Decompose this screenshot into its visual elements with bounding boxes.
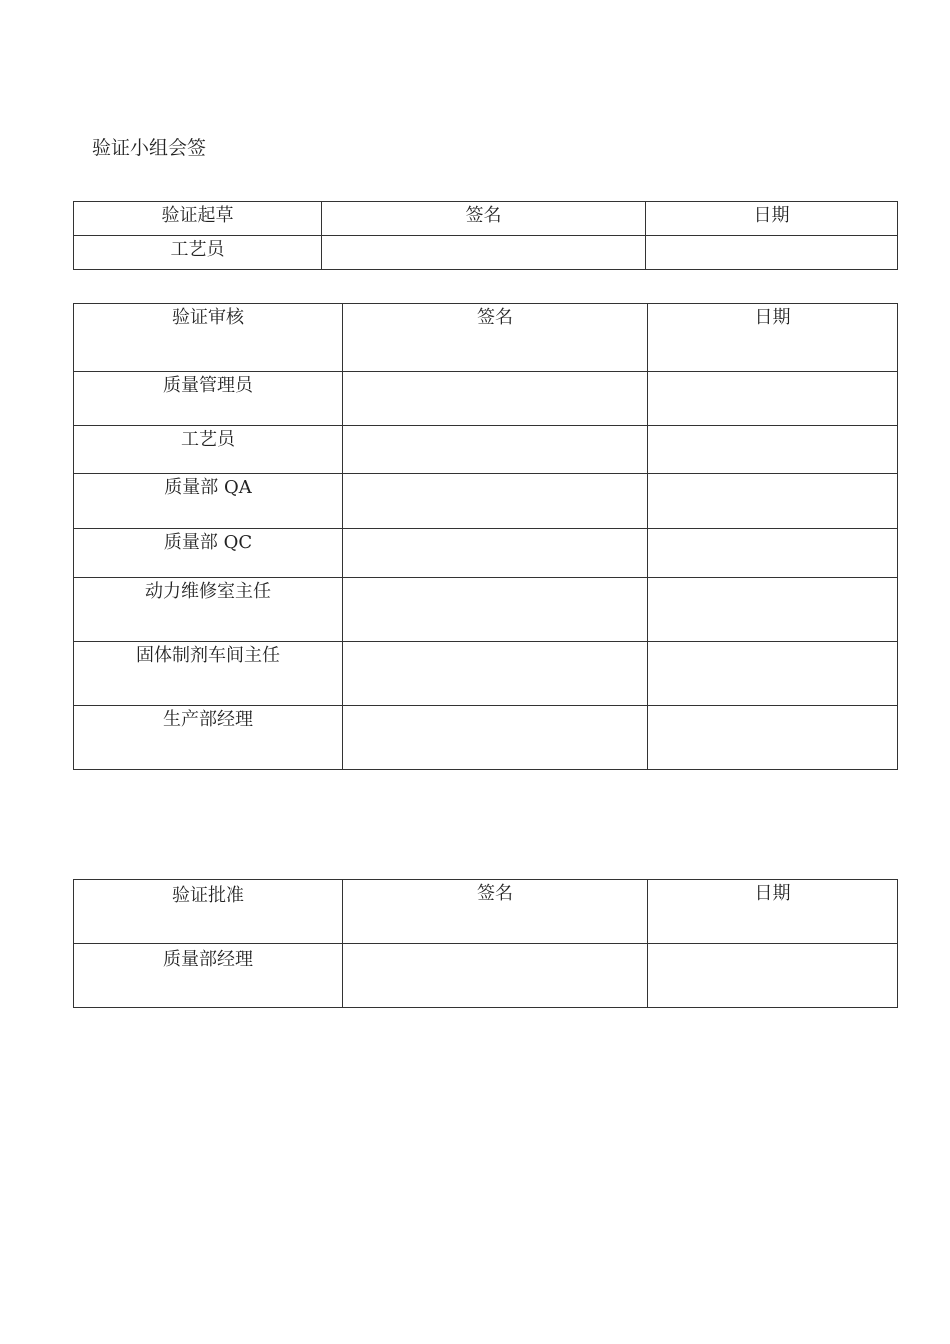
table-row — [74, 944, 898, 1008]
page-title: 验证小组会签 — [92, 137, 207, 159]
date-cell[interactable] — [648, 474, 898, 529]
role-cell: 动力维修室主任 — [74, 578, 343, 642]
date-cell[interactable] — [648, 578, 898, 642]
header-cell-date: 日期 — [646, 202, 898, 236]
table-row — [74, 706, 898, 770]
date-cell[interactable] — [646, 236, 898, 270]
role-cell: 固体制剂车间主任 — [74, 642, 343, 706]
date-cell[interactable] — [648, 642, 898, 706]
date-cell[interactable] — [648, 706, 898, 770]
role-cell: 质量部 QA — [74, 474, 343, 529]
table-row — [74, 578, 898, 642]
role-cell: 工艺员 — [74, 236, 322, 270]
table-row — [74, 236, 898, 270]
date-cell[interactable] — [648, 529, 898, 578]
signature-cell[interactable] — [343, 529, 648, 578]
draft-signature-table — [73, 201, 898, 270]
header-cell-signature: 签名 — [322, 202, 646, 236]
signature-cell[interactable] — [343, 372, 648, 426]
signature-cell[interactable] — [343, 642, 648, 706]
table-row — [74, 426, 898, 474]
signature-cell[interactable] — [343, 426, 648, 474]
table-row — [74, 642, 898, 706]
table-row — [74, 372, 898, 426]
header-cell-date: 日期 — [648, 880, 898, 944]
header-cell-date: 日期 — [648, 304, 898, 372]
role-cell: 质量部经理 — [74, 944, 343, 1008]
date-cell[interactable] — [648, 426, 898, 474]
header-cell-role: 验证批准 — [74, 880, 343, 944]
header-cell-signature: 签名 — [343, 880, 648, 944]
approval-signature-table — [73, 879, 898, 1008]
header-cell-signature: 签名 — [343, 304, 648, 372]
table-header-row — [74, 304, 898, 372]
review-signature-table — [73, 303, 898, 770]
signature-cell[interactable] — [343, 944, 648, 1008]
role-cell: 生产部经理 — [74, 706, 343, 770]
date-cell[interactable] — [648, 372, 898, 426]
table-header-row — [74, 880, 898, 944]
table-row — [74, 474, 898, 529]
header-cell-role: 验证起草 — [74, 202, 322, 236]
role-cell: 工艺员 — [74, 426, 343, 474]
date-cell[interactable] — [648, 944, 898, 1008]
role-cell: 质量管理员 — [74, 372, 343, 426]
signature-cell[interactable] — [343, 706, 648, 770]
table-header-row — [74, 202, 898, 236]
header-cell-role: 验证审核 — [74, 304, 343, 372]
table-row — [74, 529, 898, 578]
signature-cell[interactable] — [343, 474, 648, 529]
signature-cell[interactable] — [343, 578, 648, 642]
role-cell: 质量部 QC — [74, 529, 343, 578]
signature-cell[interactable] — [322, 236, 646, 270]
